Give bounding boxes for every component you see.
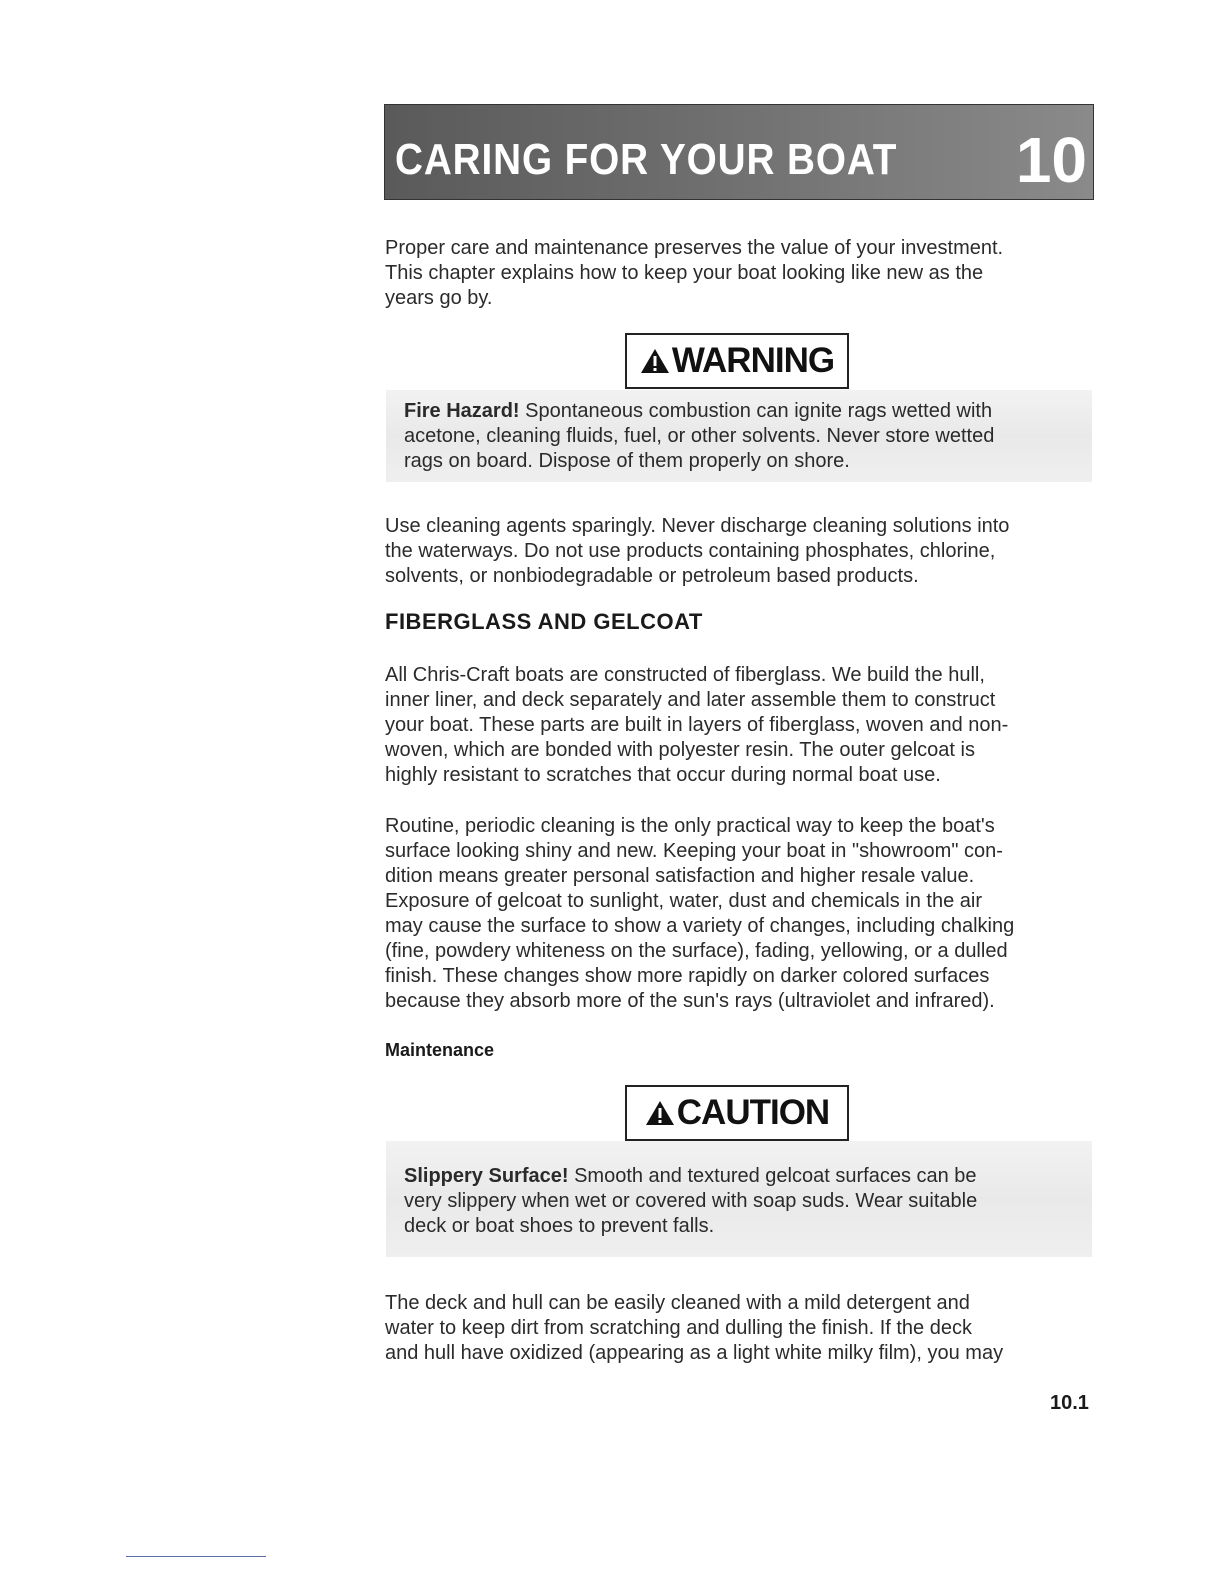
text-line: woven, which are bonded with polyester resin. The outer gelcoat is (385, 739, 975, 761)
routine-cleaning-paragraph (385, 814, 1095, 1014)
text-line: Routine, periodic cleaning is the only practical way to keep the boat's (385, 815, 995, 837)
text-line: rags on board. Dispose of them properly on shore. (404, 450, 850, 472)
fire-hazard-notice (386, 390, 1092, 482)
text-line (404, 1164, 1092, 1189)
text-line: This chapter explains how to keep your boat looking like new as the (385, 262, 984, 284)
text-line: Exposure of gelcoat to sunlight, water, dust and chemicals in the air (385, 890, 983, 912)
text-line: surface looking shiny and new. Keeping your boat in "showroom" con- (385, 840, 1003, 862)
text-line (404, 399, 1092, 424)
text-line: inner liner, and deck separately and later assemble them to construct (385, 689, 996, 711)
chapter-number: 10 (1015, 124, 1087, 196)
fiberglass-paragraph (385, 663, 1095, 788)
footnote-rule (126, 1556, 266, 1557)
text-line: dition means greater personal satisfaction and higher resale value. (385, 865, 975, 887)
warning-signal-word: WARNING (671, 341, 835, 380)
text-line: All Chris-Craft boats are constructed of fiberglass. We build the hull, (385, 664, 985, 686)
slippery-surface-lead: Slippery Surface! (404, 1165, 569, 1187)
text-line: Use cleaning agents sparingly. Never discharge cleaning solutions into (385, 515, 1010, 537)
text-line: finish. These changes show more rapidly on darker colored surfaces (385, 965, 990, 987)
text-line: your boat. These parts are built in layers of fiberglass, woven and non- (385, 714, 1009, 736)
text-line: highly resistant to scratches that occur during normal boat use. (385, 764, 941, 786)
text-line: Proper care and maintenance preserves the value of your investment. (385, 237, 1004, 259)
deck-hull-paragraph (385, 1291, 1095, 1366)
text-line: water to keep dirt from scratching and dulling the finish. If the deck (385, 1317, 972, 1339)
section-heading-fiberglass: FIBERGLASS AND GELCOAT (385, 609, 703, 634)
text-line: the waterways. Do not use products containing phosphates, chlorine, (385, 540, 996, 562)
warning-signal-box (625, 333, 849, 389)
text-line: acetone, cleaning fluids, fuel, or other solvents. Never store wetted (404, 425, 995, 447)
text-line: and hull have oxidized (appearing as a light white milky film), you may (385, 1342, 1004, 1364)
text-span: Spontaneous combustion can ignite rags wetted with (519, 400, 993, 422)
warning-triangle-icon (645, 1099, 675, 1127)
sub-heading-maintenance: Maintenance (385, 1040, 495, 1060)
page-number: 10.1 (1050, 1392, 1089, 1414)
chapter-banner (384, 104, 1094, 200)
intro-paragraph (385, 236, 1095, 311)
text-line: years go by. (385, 287, 493, 309)
caution-signal-word: CAUTION (676, 1093, 830, 1132)
text-line: The deck and hull can be easily cleaned with a mild detergent and (385, 1292, 970, 1314)
caution-signal-box (625, 1085, 849, 1141)
fire-hazard-lead: Fire Hazard! (404, 400, 520, 422)
text-line: because they absorb more of the sun's rays (ultraviolet and infrared). (385, 990, 995, 1012)
text-line: deck or boat shoes to prevent falls. (404, 1215, 715, 1237)
text-line: (fine, powdery whiteness on the surface), fading, yellowing, or a dulled (385, 940, 1008, 962)
text-line: very slippery when wet or covered with soap suds. Wear suitable (404, 1190, 978, 1212)
text-line: may cause the surface to show a variety of changes, including chalking (385, 915, 1015, 937)
warning-triangle-icon (640, 347, 670, 375)
text-span: Smooth and textured gelcoat surfaces can be (568, 1165, 977, 1187)
slippery-surface-notice (386, 1141, 1092, 1257)
cleaning-agents-paragraph (385, 514, 1095, 589)
chapter-title: CARING FOR YOUR BOAT (395, 135, 898, 184)
text-line: solvents, or nonbiodegradable or petroleum based products. (385, 565, 919, 587)
